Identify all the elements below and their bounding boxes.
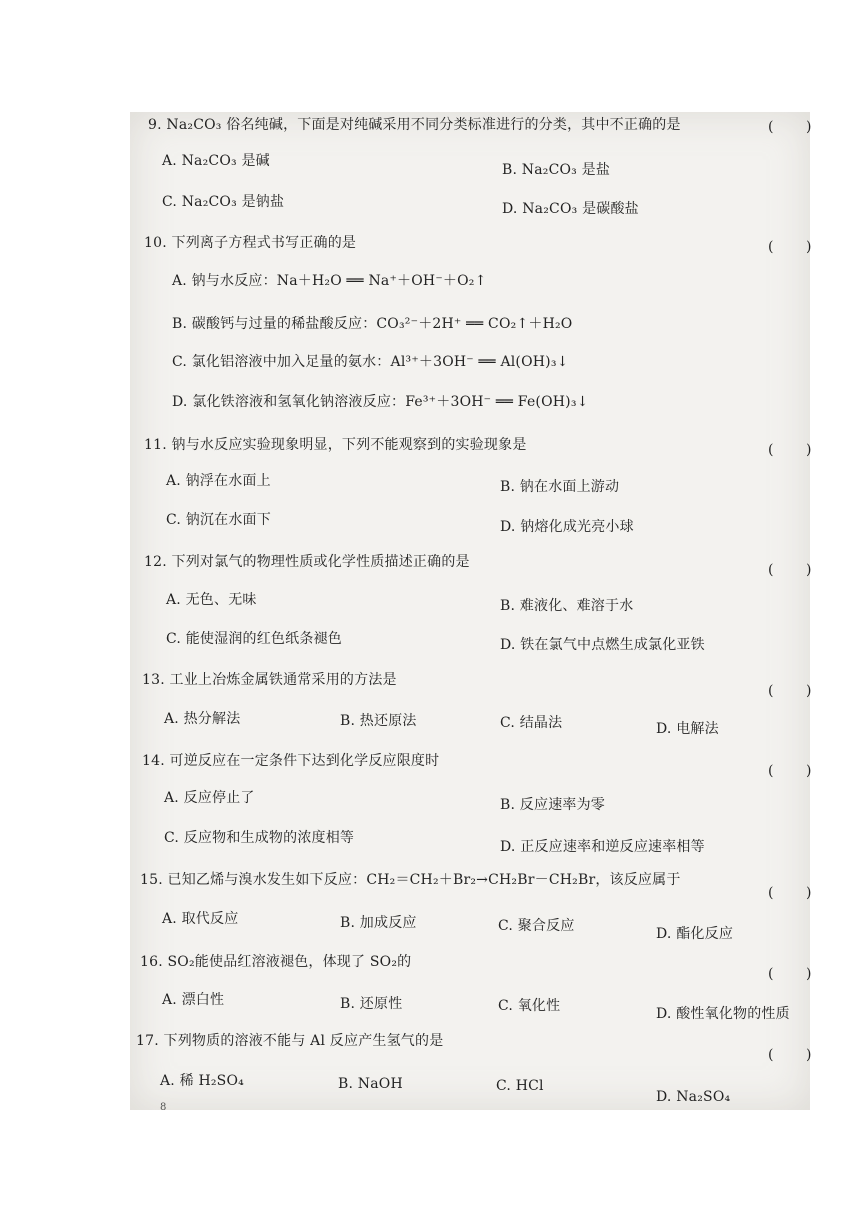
answer-paren-open: (	[768, 966, 774, 982]
question-11-option-b: B. 钠在水面上游动	[500, 479, 620, 495]
answer-paren-close: )	[806, 966, 812, 982]
question-16-option-d: D. 酸性氧化物的性质	[656, 1006, 790, 1022]
question-9-option-c: C. Na₂CO₃ 是钠盐	[162, 194, 285, 210]
question-9-option-a: A. Na₂CO₃ 是碱	[162, 153, 270, 169]
question-10-option-a: A. 钠与水反应：Na＋H₂O ══ Na⁺＋OH⁻＋O₂↑	[172, 273, 487, 289]
question-14-option-c: C. 反应物和生成物的浓度相等	[164, 830, 355, 846]
question-11-option-a: A. 钠浮在水面上	[166, 473, 271, 489]
question-12-option-c: C. 能使湿润的红色纸条褪色	[166, 631, 342, 647]
question-10-option-d: D. 氯化铁溶液和氢氧化钠溶液反应：Fe³⁺＋3OH⁻ ══ Fe(OH)₃↓	[172, 394, 589, 410]
question-15-option-a: A. 取代反应	[162, 911, 239, 927]
answer-paren-open: (	[768, 1047, 774, 1063]
question-11-stem: 11. 钠与水反应实验现象明显，下列不能观察到的实验现象是	[144, 437, 527, 453]
answer-paren-close: )	[806, 1047, 812, 1063]
question-10-stem: 10. 下列离子方程式书写正确的是	[144, 235, 357, 251]
question-17-stem: 17. 下列物质的溶液不能与 Al 反应产生氢气的是	[136, 1033, 444, 1049]
question-17-option-d: D. Na₂SO₄	[656, 1089, 731, 1105]
answer-paren-close: )	[806, 239, 812, 255]
question-11-option-d: D. 钠熔化成光亮小球	[500, 519, 634, 535]
question-16-option-a: A. 漂白性	[162, 992, 225, 1008]
question-12-option-a: A. 无色、无味	[166, 592, 257, 608]
question-16-option-c: C. 氧化性	[498, 998, 561, 1014]
question-12-option-d: D. 铁在氯气中点燃生成氯化亚铁	[500, 637, 705, 653]
page-number: 8	[160, 1102, 167, 1113]
answer-paren-open: (	[768, 119, 774, 135]
question-17-option-c: C. HCl	[496, 1078, 544, 1094]
question-13-option-d: D. 电解法	[656, 721, 719, 737]
question-14-stem: 14. 可逆反应在一定条件下达到化学反应限度时	[142, 753, 440, 769]
answer-paren-close: )	[806, 763, 812, 779]
answer-paren-open: (	[768, 683, 774, 699]
question-11-option-c: C. 钠沉在水面下	[166, 512, 271, 528]
question-13-option-a: A. 热分解法	[164, 711, 241, 727]
question-9-stem: 9. Na₂CO₃ 俗名纯碱，下面是对纯碱采用不同分类标准进行的分类，其中不正确的是	[148, 117, 681, 133]
question-13-option-b: B. 热还原法	[340, 713, 417, 729]
question-10-option-c: C. 氯化铝溶液中加入足量的氨水：Al³⁺＋3OH⁻ ══ Al(OH)₃↓	[172, 354, 569, 370]
question-15-option-d: D. 酯化反应	[656, 926, 734, 942]
question-15-option-c: C. 聚合反应	[498, 918, 575, 934]
question-14-option-d: D. 正反应速率和逆反应速率相等	[500, 839, 705, 855]
answer-paren-close: )	[806, 885, 812, 901]
question-12-stem: 12. 下列对氯气的物理性质或化学性质描述正确的是	[144, 554, 470, 570]
answer-paren-close: )	[806, 442, 812, 458]
question-14-option-a: A. 反应停止了	[164, 790, 255, 806]
answer-paren-open: (	[768, 239, 774, 255]
question-17-option-a: A. 稀 H₂SO₄	[160, 1073, 244, 1089]
question-15-option-b: B. 加成反应	[340, 915, 417, 931]
question-12-option-b: B. 难液化、难溶于水	[500, 598, 634, 614]
question-13-option-c: C. 结晶法	[500, 715, 563, 731]
question-16-option-b: B. 还原性	[340, 996, 403, 1012]
answer-paren-open: (	[768, 562, 774, 578]
question-10-option-b: B. 碳酸钙与过量的稀盐酸反应：CO₃²⁻＋2H⁺ ══ CO₂↑＋H₂O	[172, 316, 573, 332]
answer-paren-close: )	[806, 562, 812, 578]
question-17-option-b: B. NaOH	[338, 1076, 403, 1092]
question-9-option-b: B. Na₂CO₃ 是盐	[502, 162, 611, 178]
answer-paren-open: (	[768, 442, 774, 458]
question-13-stem: 13. 工业上冶炼金属铁通常采用的方法是	[142, 672, 397, 688]
answer-paren-close: )	[806, 683, 812, 699]
question-16-stem: 16. SO₂能使品红溶液褪色，体现了 SO₂的	[140, 954, 412, 970]
answer-paren-open: (	[768, 885, 774, 901]
question-14-option-b: B. 反应速率为零	[500, 797, 605, 813]
question-15-stem: 15. 已知乙烯与溴水发生如下反应：CH₂＝CH₂＋Br₂→CH₂Br－CH₂Br，该反应属于	[140, 872, 681, 888]
answer-paren-open: (	[768, 763, 774, 779]
answer-paren-close: )	[806, 119, 812, 135]
question-9-option-d: D. Na₂CO₃ 是碳酸盐	[502, 201, 639, 217]
